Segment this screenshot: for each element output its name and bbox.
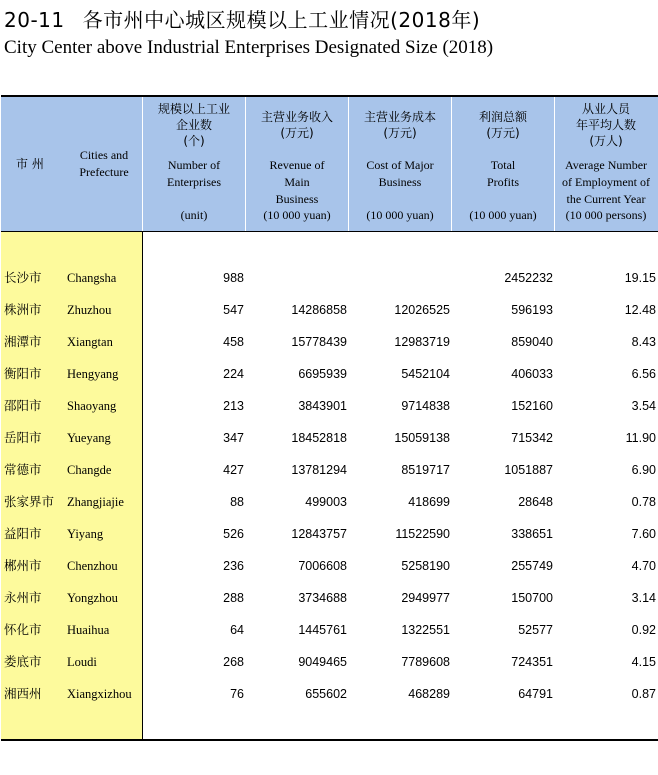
revenue-value: 14286858 — [291, 303, 347, 317]
enterprises-count: 88 — [230, 495, 244, 509]
city-name-en: Yiyang — [67, 527, 104, 541]
city-name-en: Loudi — [67, 655, 97, 669]
enterprises-count: 224 — [223, 367, 244, 381]
city-name-en: Yueyang — [67, 431, 111, 445]
city-name-en: Yongzhou — [67, 591, 118, 605]
profit-value: 724351 — [511, 655, 553, 669]
city-name-cn: 永州市 — [4, 590, 42, 605]
city-name-en: Chenzhou — [67, 559, 118, 573]
enterprises-count: 427 — [223, 463, 244, 477]
city-name-en: Xiangxizhou — [67, 687, 132, 701]
employment-value: 19.15 — [624, 271, 656, 285]
profit-value: 596193 — [511, 303, 553, 317]
enterprises-count: 76 — [230, 687, 244, 701]
header-column-2 — [246, 97, 348, 231]
enterprises-count: 268 — [223, 655, 244, 669]
header-label-cn: 利润总额 (万元) — [478, 110, 527, 140]
revenue-value: 12843757 — [291, 527, 347, 541]
revenue-value: 18452818 — [291, 431, 347, 445]
enterprises-count: 988 — [223, 271, 244, 285]
cost-value: 418699 — [408, 495, 450, 509]
table-row — [1, 524, 658, 544]
header-column-4 — [452, 97, 554, 231]
table-row — [1, 332, 658, 352]
cost-value: 12026525 — [394, 303, 450, 317]
enterprises-count: 64 — [230, 623, 244, 637]
employment-value: 0.87 — [631, 687, 656, 701]
revenue-value: 655602 — [305, 687, 347, 701]
enterprises-count: 213 — [223, 399, 244, 413]
header-label-cn: 规模以上工业 企业数 (个) — [157, 102, 230, 148]
employment-value: 6.56 — [631, 367, 656, 381]
header-label-cn: 主营业务收入 (万元) — [260, 110, 333, 140]
cost-value: 11522590 — [395, 527, 450, 541]
page-title-cn — [4, 4, 480, 33]
cost-value: 8519717 — [401, 463, 450, 477]
city-name-en: Huaihua — [67, 623, 110, 637]
cost-value: 7789608 — [401, 655, 450, 669]
table-row — [1, 428, 658, 448]
employment-value: 7.60 — [631, 527, 656, 541]
city-name-cn: 娄底市 — [4, 654, 42, 669]
city-name-cn: 郴州市 — [4, 558, 42, 573]
title-cn-text: 各市州中心城区规模以上工业情况(2018年) — [82, 8, 481, 32]
table-row — [1, 396, 658, 416]
cost-value: 468289 — [408, 687, 450, 701]
revenue-value: 7006608 — [298, 559, 347, 573]
city-name-en: Zhuzhou — [67, 303, 112, 317]
employment-value: 3.14 — [631, 591, 656, 605]
revenue-value: 3843901 — [298, 399, 347, 413]
header-label-cn: 主营业务成本 (万元) — [363, 110, 436, 140]
table-row — [1, 652, 658, 672]
header-label-en: Total Profits — [486, 158, 519, 189]
city-name-en: Changde — [67, 463, 112, 477]
revenue-value: 6695939 — [298, 367, 347, 381]
enterprises-count: 547 — [223, 303, 244, 317]
city-name-en: Zhangjiajie — [67, 495, 124, 509]
table-row — [1, 492, 658, 512]
header-unit: (unit) — [180, 208, 208, 222]
employment-value: 6.90 — [631, 463, 656, 477]
header-unit: (10 000 yuan) — [366, 208, 434, 222]
city-name-cn: 张家界市 — [4, 494, 55, 509]
employment-value: 0.92 — [631, 623, 656, 637]
enterprises-count: 347 — [223, 431, 244, 445]
city-name-cn: 湘潭市 — [4, 334, 42, 349]
city-name-en: Changsha — [67, 271, 117, 285]
profit-value: 28648 — [518, 495, 553, 509]
employment-value: 0.78 — [631, 495, 656, 509]
cost-value: 5452104 — [401, 367, 450, 381]
table-number: 20-11 — [4, 8, 65, 32]
city-name-en: Xiangtan — [67, 335, 113, 349]
header-column-1 — [143, 97, 245, 231]
city-name-cn: 邵阳市 — [4, 398, 42, 413]
employment-value: 3.54 — [631, 399, 656, 413]
cost-value: 5258190 — [401, 559, 450, 573]
profit-value: 715342 — [511, 431, 553, 445]
profit-value: 64791 — [518, 687, 553, 701]
revenue-value: 3734688 — [298, 591, 347, 605]
city-name-cn: 长沙市 — [4, 270, 42, 285]
enterprises-count: 526 — [223, 527, 244, 541]
table-row — [1, 588, 658, 608]
city-name-cn: 湘西州 — [4, 686, 42, 701]
header-label-cn: 从业人员 年平均人数 (万人) — [575, 102, 636, 148]
city-name-cn: 怀化市 — [4, 622, 42, 637]
statistics-table — [1, 95, 658, 741]
header-label-en: Average Number of Employment of the Current Year — [562, 158, 650, 206]
table-row — [1, 460, 658, 480]
cost-value: 2949977 — [401, 591, 450, 605]
city-name-en: Hengyang — [67, 367, 119, 381]
page-title-en: City Center above Industrial Enterprises Designated Size (2018) — [4, 37, 494, 58]
revenue-value: 15778439 — [291, 335, 347, 349]
city-name-cn: 常德市 — [4, 462, 42, 477]
profit-value: 150700 — [511, 591, 553, 605]
header-unit: (10 000 yuan) — [469, 208, 537, 222]
profit-value: 255749 — [511, 559, 553, 573]
profit-value: 152160 — [511, 399, 553, 413]
revenue-value: 9049465 — [298, 655, 347, 669]
enterprises-count: 458 — [223, 335, 244, 349]
revenue-value: 1445761 — [298, 623, 347, 637]
bottom-rule — [1, 739, 658, 741]
cost-value: 15059138 — [394, 431, 450, 445]
header-label-en: Cost of Major Business — [366, 158, 434, 189]
employment-value: 12.48 — [624, 303, 656, 317]
header-city-en: Cities and Prefecture — [79, 148, 129, 179]
city-name-cn: 衡阳市 — [4, 366, 42, 381]
cost-value: 9714838 — [401, 399, 450, 413]
table-row — [1, 620, 658, 640]
header-separator — [1, 231, 658, 232]
city-name-cn: 益阳市 — [4, 526, 42, 541]
profit-value: 859040 — [511, 335, 553, 349]
header-label-en: Number of Enterprises — [167, 158, 221, 189]
employment-value: 11.90 — [625, 431, 656, 445]
header-column-5 — [555, 97, 657, 231]
city-name-cn: 株洲市 — [4, 302, 42, 317]
table-row — [1, 684, 658, 704]
employment-value: 8.43 — [631, 335, 656, 349]
cost-value: 1322551 — [401, 623, 450, 637]
table-row — [1, 364, 658, 384]
header-unit: (10 000 persons) — [565, 208, 647, 222]
table-row — [1, 300, 658, 320]
table-row — [1, 268, 658, 288]
revenue-value: 13781294 — [291, 463, 347, 477]
header-unit: (10 000 yuan) — [263, 208, 331, 222]
employment-value: 4.70 — [631, 559, 656, 573]
header-column-3 — [349, 97, 451, 231]
header-label-en: Revenue of Main Business — [269, 158, 325, 206]
employment-value: 4.15 — [631, 655, 656, 669]
profit-value: 406033 — [511, 367, 553, 381]
cost-value: 12983719 — [394, 335, 450, 349]
city-name-cn: 岳阳市 — [4, 430, 42, 445]
header-city-cn: 市 州 — [16, 157, 44, 171]
profit-value: 2452232 — [504, 271, 553, 285]
enterprises-count: 288 — [223, 591, 244, 605]
profit-value: 1051887 — [504, 463, 553, 477]
enterprises-count: 236 — [223, 559, 244, 573]
profit-value: 52577 — [518, 623, 553, 637]
city-name-en: Shaoyang — [67, 399, 117, 413]
profit-value: 338651 — [511, 527, 553, 541]
revenue-value: 499003 — [305, 495, 347, 509]
table-row — [1, 556, 658, 576]
